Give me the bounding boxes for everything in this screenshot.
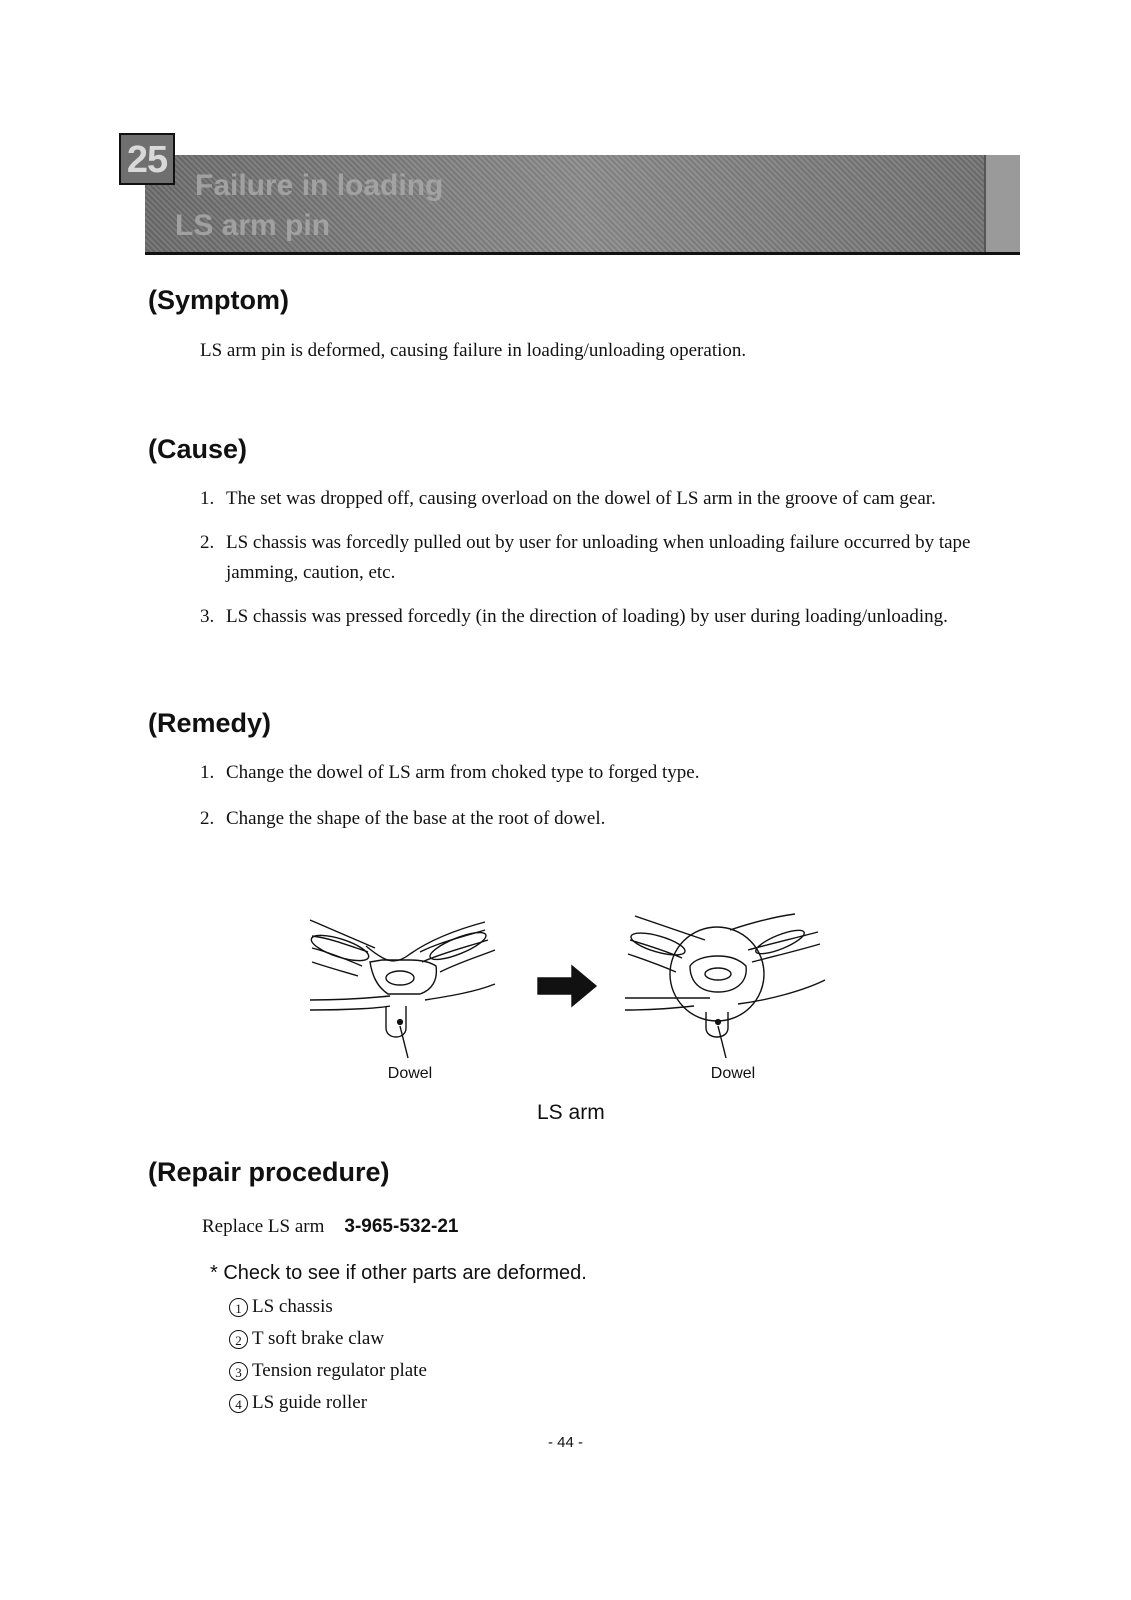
remedy-item-number: 1. bbox=[200, 762, 215, 783]
circled-number: 4 bbox=[229, 1394, 248, 1413]
symptom-text: LS arm pin is deformed, causing failure in loading/unloading operation. bbox=[200, 340, 747, 361]
cause-item bbox=[200, 484, 1010, 514]
banner-edge bbox=[984, 155, 1020, 252]
check-note: * Check to see if other parts are deformed. bbox=[210, 1262, 587, 1284]
part-name: LS guide roller bbox=[252, 1392, 368, 1413]
cause-heading: (Cause) bbox=[148, 434, 248, 464]
arrow-icon bbox=[538, 966, 596, 1006]
figure-caption: LS arm bbox=[537, 1101, 605, 1124]
page-number: - 44 - bbox=[547, 1434, 583, 1451]
title-banner bbox=[145, 155, 1020, 255]
part-item bbox=[229, 1291, 427, 1323]
choked-type-arm-drawing bbox=[309, 920, 495, 1058]
part-name: T soft brake claw bbox=[252, 1328, 385, 1349]
circled-number: 3 bbox=[229, 1362, 248, 1381]
cause-item-text: LS chassis was forcedly pulled out by user for unloading when unloading failure occurred by tape jamming, caution, etc. bbox=[226, 532, 971, 583]
cause-item-number: 2. bbox=[200, 532, 215, 553]
banner-title-line-2: LS arm pin bbox=[175, 209, 331, 242]
remedy-item bbox=[200, 804, 1010, 834]
forged-type-arm-drawing bbox=[625, 914, 825, 1058]
cause-item bbox=[200, 602, 1010, 632]
section-number-badge: 25 bbox=[119, 133, 175, 185]
cause-item-number: 1. bbox=[200, 488, 215, 509]
circled-number: 1 bbox=[229, 1298, 248, 1317]
replace-text: Replace LS arm bbox=[202, 1216, 325, 1237]
replace-line bbox=[202, 1212, 459, 1242]
right-dowel-label: Dowel bbox=[710, 1065, 756, 1082]
part-name: Tension regulator plate bbox=[252, 1360, 427, 1381]
repair-heading: (Repair procedure) bbox=[148, 1157, 390, 1187]
remedy-item-text: Change the shape of the base at the root of dowel. bbox=[226, 808, 606, 829]
symptom-heading: (Symptom) bbox=[148, 285, 289, 315]
left-dowel-label: Dowel bbox=[387, 1065, 433, 1082]
circled-number: 2 bbox=[229, 1330, 248, 1349]
cause-item-number: 3. bbox=[200, 606, 215, 627]
cause-item bbox=[200, 528, 1010, 588]
part-item bbox=[229, 1355, 427, 1387]
cause-item-text: The set was dropped off, causing overload on the dowel of LS arm in the groove of cam gear. bbox=[226, 488, 936, 509]
part-number: 3-965-532-21 bbox=[344, 1216, 459, 1237]
remedy-item-text: Change the dowel of LS arm from choked type to forged type. bbox=[226, 762, 700, 783]
banner-title-line-1: Failure in loading bbox=[195, 169, 444, 202]
check-parts-list bbox=[229, 1291, 427, 1419]
remedy-heading: (Remedy) bbox=[148, 708, 272, 738]
ls-arm-diagram bbox=[290, 900, 850, 1090]
remedy-item-number: 2. bbox=[200, 808, 215, 829]
cause-item-text: LS chassis was pressed forcedly (in the direction of loading) by user during loading/unloading. bbox=[226, 606, 948, 627]
cause-list bbox=[200, 484, 1010, 632]
remedy-list bbox=[200, 758, 1010, 834]
remedy-item bbox=[200, 758, 1010, 788]
part-name: LS chassis bbox=[252, 1296, 333, 1317]
part-item bbox=[229, 1323, 427, 1355]
part-item bbox=[229, 1387, 427, 1419]
